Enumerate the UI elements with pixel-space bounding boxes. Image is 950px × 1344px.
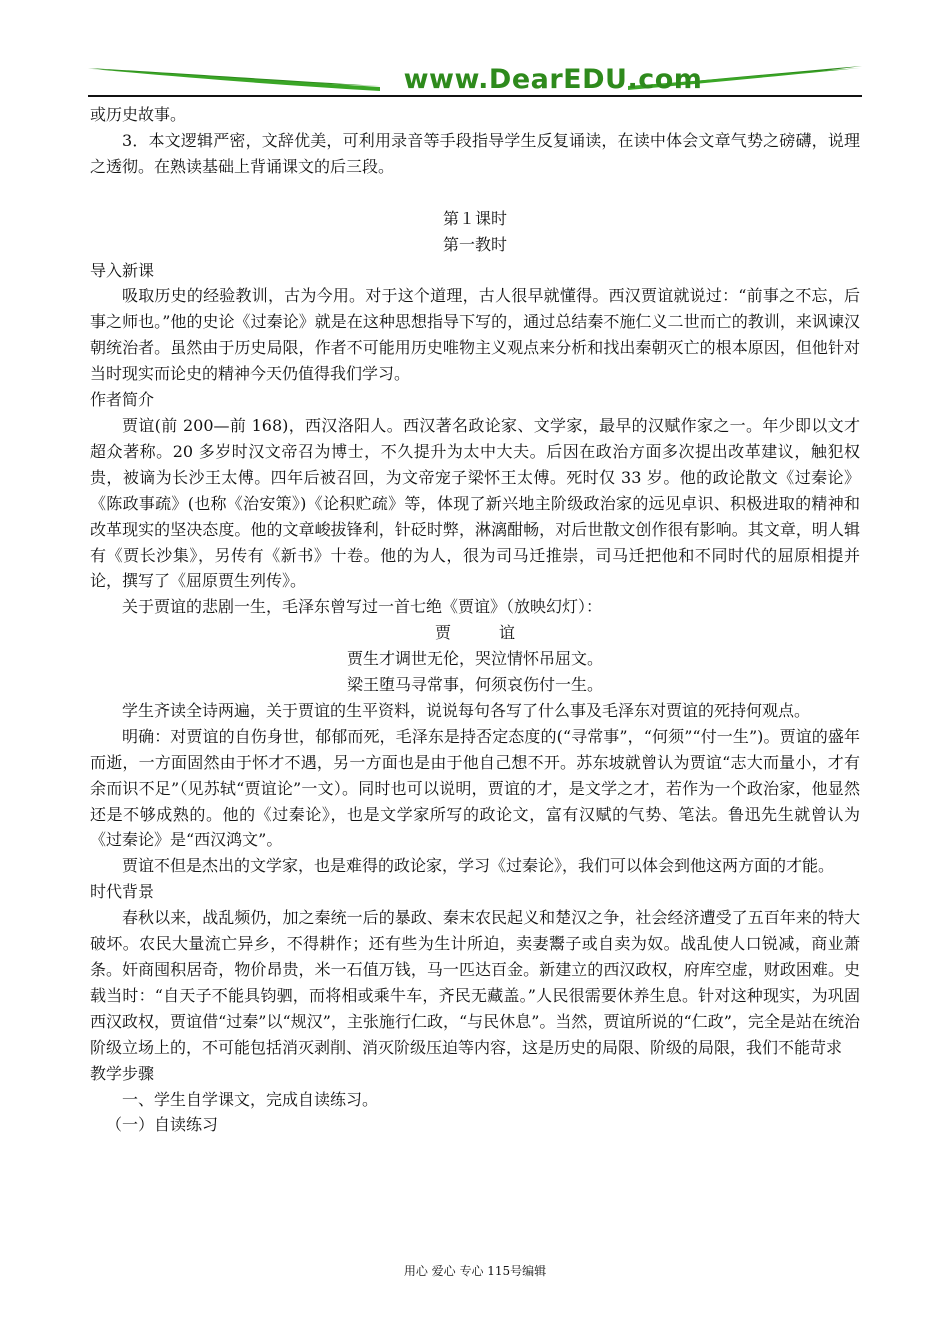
paragraph-continued: 或历史故事。	[90, 105, 187, 124]
paragraph-step-1a: （一）自读练习	[106, 1115, 219, 1135]
header-divider	[88, 95, 862, 97]
section-heading-steps: 教学步骤	[90, 1063, 155, 1083]
paragraph-talent: 贾谊不但是杰出的文学家，也是难得的政论家，学习《过秦论》，我们可以体会到他这两方面的才能。	[122, 856, 835, 876]
lesson-title: 第１课时	[442, 208, 507, 228]
section-heading-background: 时代背景	[90, 882, 155, 902]
paragraph-clarification: 明确：对贾谊的自伤身世，郁郁而死，毛泽东是持否定态度的(“寻常事”，“何须”“付一生”)。贾谊的盛年而逝，一方面固然由于怀才不遇，另一方面也是由于他自己想不开。苏东坡就曾认为贾谊“志大而量小，才有余而识不足”（见苏轼“贾谊论”一文）。同时也可以说明，贾谊的才，是文学之才，若作为一个政治家，他显然还是不够成熟的。他的《过秦论》，也是文学家所写的政论文，富有汉赋的气势、笔法。鲁迅先生就曾认为《过秦论》是“西汉鸿文”。	[90, 726, 860, 850]
poem-line-1: 贾生才调世无伦，哭泣情怀吊屈文。	[346, 649, 603, 669]
document-body	[90, 102, 860, 1138]
site-name: www.DearEDU.com	[403, 64, 703, 95]
page-footer: 用心 爱心 专心 115号编辑	[403, 1264, 547, 1278]
section-heading-author: 作者简介	[90, 390, 155, 410]
paragraph-mao-poem-intro: 关于贾谊的悲剧一生，毛泽东曾写过一首七绝《贾谊》（放映幻灯）：	[122, 597, 603, 617]
paragraph-background: 春秋以来，战乱频仍，加之秦统一后的暴政、秦末农民起义和楚汉之争，社会经济遭受了五百年来的特大破坏。农民大量流亡异乡，不得耕作；还有些为生计所迫，卖妻鬻子或自卖为奴。战乱使人口锐减，商业萧条。奸商囤积居奇，物价昂贵，米一石值万钱，马一匹达百金。新建立的西汉政权，府库空虚，财政困难。史载当时：“自天子不能具钧驷，而将相或乘牛车，齐民无藏盖。”人民很需要休养生息。针对这种现实，为巩固西汉政权，贾谊借“过秦”以“规汉”，主张施行仁政，“与民休息”。当然，贾谊所说的“仁政”，完全是站在统治阶级立场上的，不可能包括消灭剥削、消灭阶级压迫等内容，这是历史的局限、阶级的局限，我们不能苛求	[90, 908, 860, 1057]
poem-title: 贾谊	[434, 623, 563, 643]
site-header-banner	[88, 60, 862, 96]
paragraph-read-poem: 学生齐读全诗两遍，关于贾谊的生平资料，说说每句各写了什么事及毛泽东对贾谊的死持何观点。	[122, 700, 811, 720]
section-heading-intro: 导入新课	[90, 260, 155, 280]
paragraph-intro: 吸取历史的经验教训，古为今用。对于这个道理，古人很早就懂得。西汉贾谊就说过：“前事之不忘，后事之师也。”他的史论《过秦论》就是在这种思想指导下写的，通过总结秦不施仁义二世而亡的教训，来讽谏汉朝统治者。虽然由于历史局限，作者不可能用历史唯物主义观点来分析和找出秦朝灭亡的根本原因，但他针对当时现实而论史的精神今天仍值得我们学习。	[90, 286, 860, 384]
poem-line-2: 梁王堕马寻常事，何须哀伤付一生。	[346, 675, 603, 695]
paragraph-point-3: 3．本文逻辑严密，文辞优美，可利用录音等手段指导学生反复诵读，在读中体会文章气势之磅礴，说理之透彻。在熟读基础上背诵课文的后三段。	[90, 130, 860, 176]
spacer	[90, 180, 860, 206]
paragraph-step-1: 一、学生自学课文，完成自读练习。	[122, 1089, 379, 1109]
lesson-subtitle: 第一教时	[442, 234, 507, 254]
paragraph-author: 贾谊(前 200—前 168)，西汉洛阳人。西汉著名政论家、文学家，最早的汉赋作家之一。年少即以文才超众著称。20 多岁时汉文帝召为博士，不久提升为太中大夫。后因在政治方面多次提出改革建议，触犯权贵，被谪为长沙王太傅。四年后被召回，为文帝宠子梁怀王太傅。死时仅 33 岁。他的政论散文《过秦论》《陈政事疏》(也称《治安策》)《论积贮疏》等，体现了新兴地主阶级政治家的远见卓识、积极进取的精神和改革现实的坚决态度。他的文章峻拔锋利，针砭时弊，淋漓酣畅，对后世散文创作很有影响。其文章，明人辑有《贾长沙集》，另传有《新书》十卷。他的为人，很为司马迁推崇，司马迁把他和不同时代的屈原相提并论，撰写了《屈原贾生列传》。	[90, 415, 860, 591]
